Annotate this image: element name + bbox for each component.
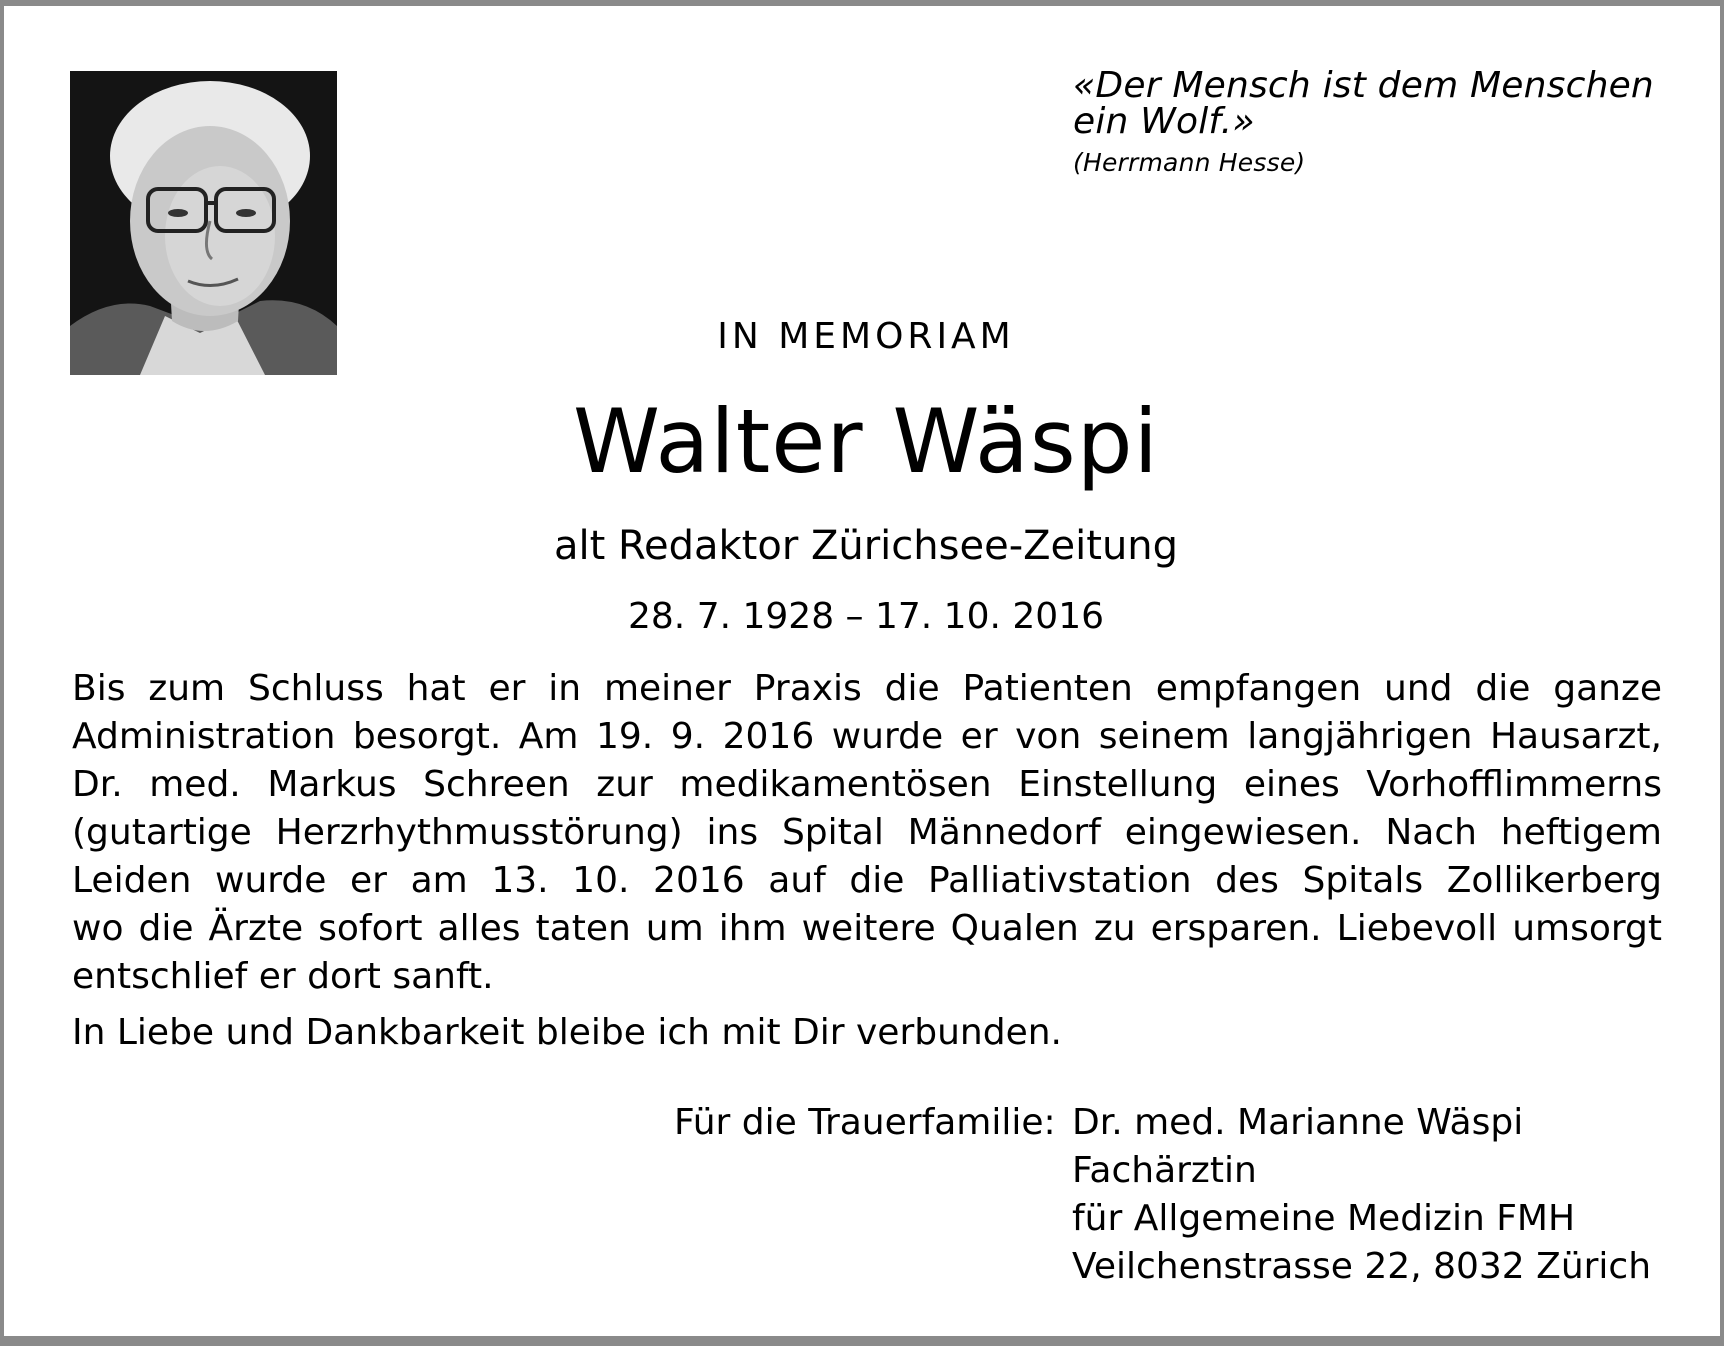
- signatory-specialty: für Allgemeine Medizin FMH: [1072, 1198, 1576, 1239]
- signature-block: [1072, 1099, 1651, 1291]
- quote-author: (Herrmann Hesse): [1073, 148, 1306, 177]
- heading-in-memoriam: IN MEMORIAM: [717, 316, 1015, 357]
- signatory-name: Dr. med. Marianne Wäspi: [1072, 1102, 1524, 1143]
- epigraph-quote: [1073, 65, 1673, 178]
- signatory-address: Veilchenstrasse 22, 8032 Zürich: [1072, 1246, 1652, 1287]
- obituary-line: entschlief er dort sanft.: [72, 956, 494, 997]
- signatory-title: Fachärztin: [1072, 1150, 1257, 1191]
- quote-line-1: «Der Mensch ist dem Menschen: [1073, 65, 1654, 106]
- obituary-line: Leiden wurde er am 13. 10. 2016 auf die Palliativstation des Spitals Zollikerberg: [72, 860, 1662, 901]
- obituary-line: (gutartige Herzrhythmusstörung) ins Spital Männedorf eingewiesen. Nach heftigem: [72, 812, 1662, 853]
- closing-sentence: In Liebe und Dankbarkeit bleibe ich mit Dir verbunden.: [72, 1012, 1062, 1053]
- life-dates: 28. 7. 1928 – 17. 10. 2016: [628, 596, 1104, 637]
- deceased-name: Walter Wäspi: [572, 390, 1160, 493]
- obituary-text: [72, 665, 1662, 1001]
- deceased-occupation: alt Redaktor Zürichsee-Zeitung: [553, 523, 1179, 569]
- signature-label: Für die Trauerfamilie:: [674, 1102, 1056, 1143]
- obituary-line: Administration besorgt. Am 19. 9. 2016 wurde er von seinem langjährigen Hausarzt,: [72, 716, 1662, 757]
- obituary-line: Bis zum Schluss hat er in meiner Praxis die Patienten empfangen und die ganze: [72, 668, 1662, 709]
- quote-line-2: ein Wolf.»: [1073, 101, 1255, 142]
- obituary-line: wo die Ärzte sofort alles taten um ihm weitere Qualen zu ersparen. Liebevoll umsorgt: [72, 908, 1662, 949]
- obituary-line: Dr. med. Markus Schreen zur medikamentösen Einstellung eines Vorhofflimmerns: [72, 764, 1662, 805]
